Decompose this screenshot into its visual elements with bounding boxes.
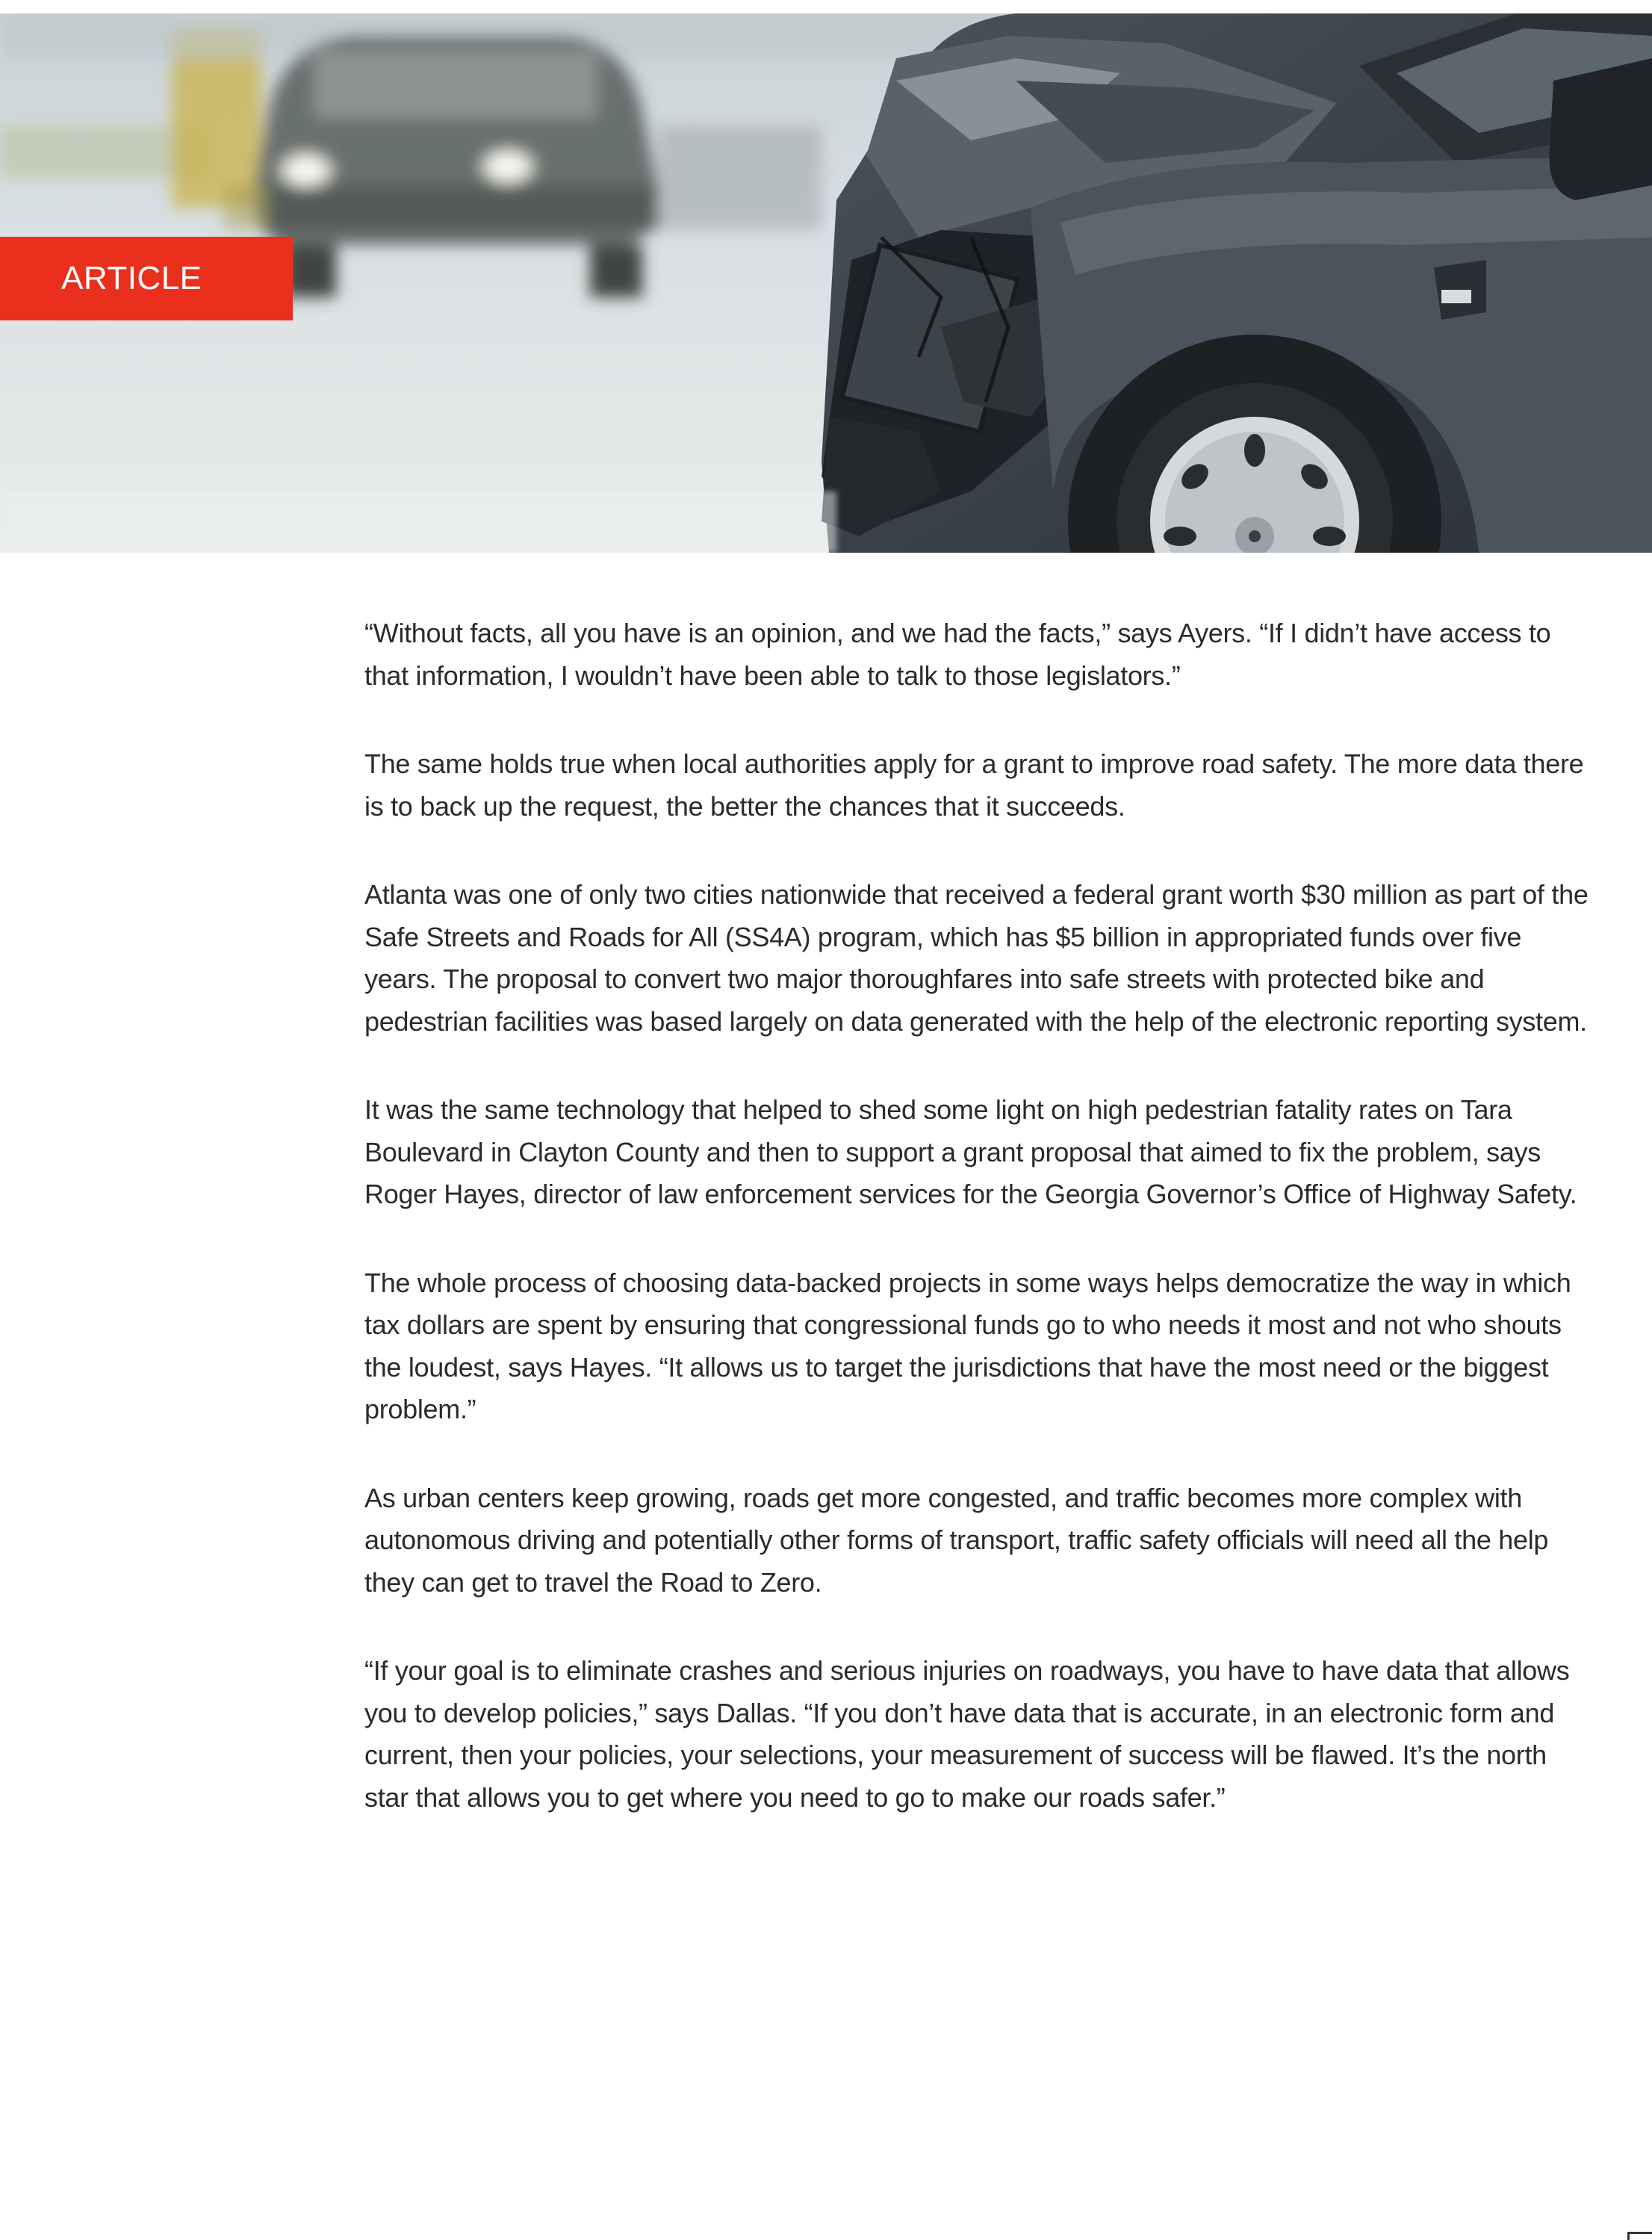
article-body: [364, 612, 1589, 1865]
article-paragraph: “If your goal is to eliminate crashes and serious injuries on roadways, you have to have data that allows you to develop policies,” says Dallas. “If you don’t have data that is accurate, in an electronic form and current, then your policies, your selections, your measurement of success will be flawed. It’s the north star that allows you to get where you need to go to make our roads safer.”: [364, 1655, 1570, 1813]
article-paragraph: The same holds true when local authorities apply for a grant to improve road safety. The more data there is to back up the request, the better the chances that it succeeds.: [364, 748, 1584, 822]
article-paragraph: Atlanta was one of only two cities nationwide that received a federal grant worth $30 million as part of the Safe Streets and Roads for All (SS4A) program, which has $5 billion in appropriated funds over five years. The proposal to convert two major thoroughfares into safe streets with protected bike and pedestrian facilities was based largely on data generated with the help of the electronic reporting system.: [364, 879, 1589, 1037]
page-corner-mark: [1627, 2232, 1652, 2240]
crashed-car: [822, 13, 1652, 553]
article-paragraph: “Without facts, all you have is an opinion, and we had the facts,” says Ayers. “If I didn’t have access to that information, I wouldn’t have been able to talk to those legislators.”: [364, 618, 1551, 691]
article-paragraph: As urban centers keep growing, roads get more congested, and traffic becomes more complex with autonomous driving and potentially other forms of transport, traffic safety officials will need all the help they can get to travel the Road to Zero.: [364, 1482, 1549, 1598]
article-paragraph: It was the same technology that helped to shed some light on high pedestrian fatality rates on Tara Boulevard in Clayton County and then to support a grant proposal that aimed to fix the problem, says Roger Hayes, director of law enforcement services for the Georgia Governor’s Office of Highway Safety.: [364, 1094, 1577, 1209]
article-paragraph: The whole process of choosing data-backed projects in some ways helps democratize the way in which tax dollars are spent by ensuring that congressional funds go to who needs it most and not who shouts the loudest, says Hayes. “It allows us to target the jurisdictions that have the most need or the biggest problem.”: [364, 1267, 1571, 1424]
article-category-tag: ARTICLE: [0, 237, 293, 320]
